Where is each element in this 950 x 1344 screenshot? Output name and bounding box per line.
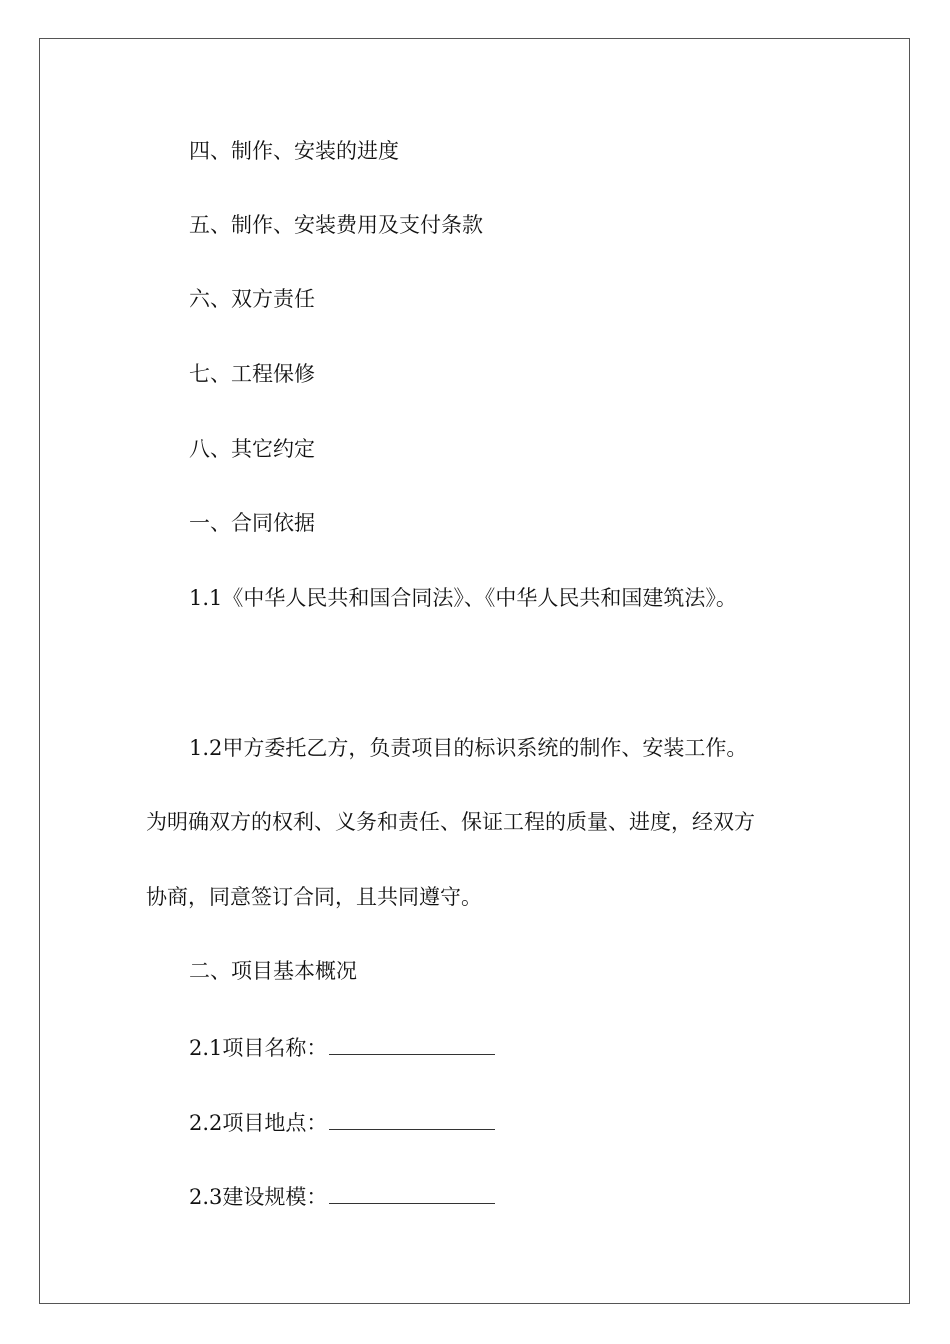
field-project-name bbox=[189, 1032, 495, 1063]
clause-1-2-line-1: 1.2甲方委托乙方，负责项目的标识系统的制作、安装工作。 bbox=[189, 736, 748, 760]
outline-item-4: 四、制作、安装的进度 bbox=[189, 139, 399, 163]
section-heading-1: 一、合同依据 bbox=[189, 511, 315, 535]
field-project-location bbox=[189, 1107, 495, 1138]
outline-item-7: 七、工程保修 bbox=[189, 362, 315, 386]
outline-item-6: 六、双方责任 bbox=[189, 287, 315, 311]
outline-item-5: 五、制作、安装费用及支付条款 bbox=[189, 213, 483, 237]
project-name-blank[interactable] bbox=[329, 1032, 495, 1055]
section-heading-2: 二、项目基本概况 bbox=[189, 959, 357, 983]
construction-scale-blank[interactable] bbox=[329, 1181, 495, 1204]
field-construction-scale bbox=[189, 1181, 495, 1212]
clause-1-2-line-2: 为明确双方的权利、义务和责任、保证工程的质量、进度，经双方 bbox=[146, 810, 755, 834]
field-label: 2.2项目地点： bbox=[189, 1111, 328, 1135]
field-label: 2.1项目名称： bbox=[189, 1036, 328, 1060]
clause-1-2-line-3: 协商，同意签订合同，且共同遵守。 bbox=[146, 885, 482, 909]
project-location-blank[interactable] bbox=[329, 1107, 495, 1130]
outline-item-8: 八、其它约定 bbox=[189, 437, 315, 461]
clause-1-1: 1.1《中华人民共和国合同法》、《中华人民共和国建筑法》。 bbox=[189, 586, 737, 610]
field-label: 2.3建设规模： bbox=[189, 1185, 328, 1209]
